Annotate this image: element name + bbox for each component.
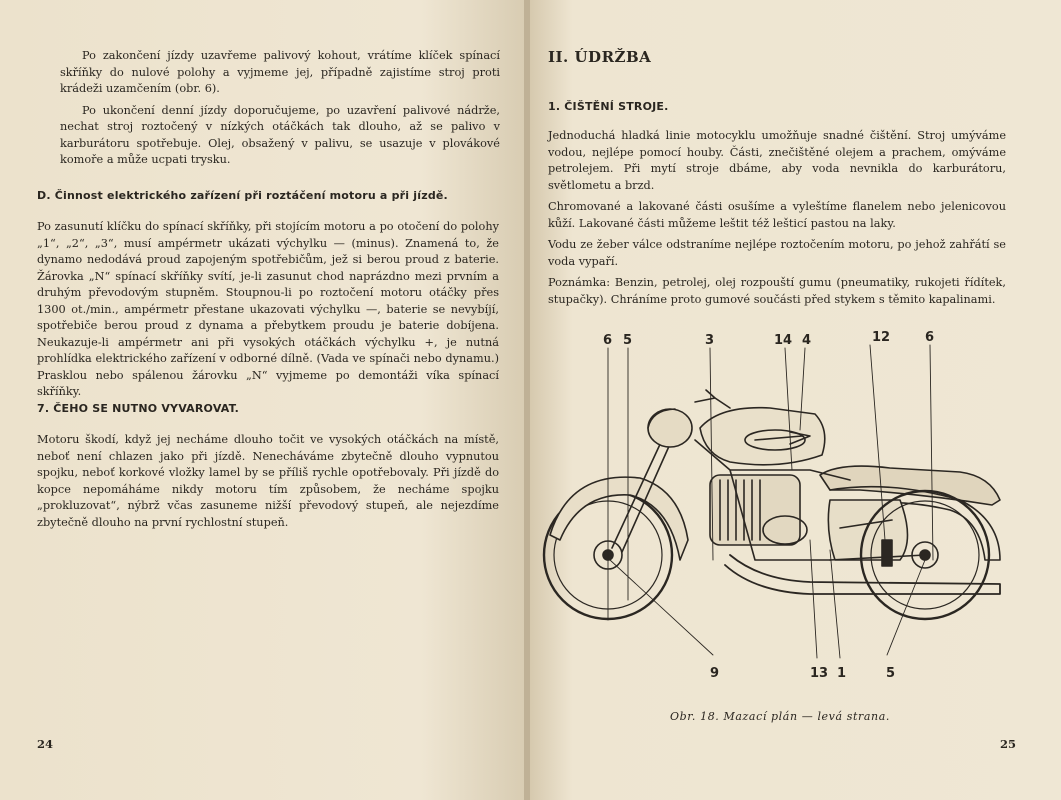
section-7-text (37, 432, 499, 536)
section-1-heading: 1. ČIŠTĚNÍ STROJE. (548, 100, 669, 113)
paragraph: Po zasunutí klíčku do spínací skříňky, při stojícím motoru a po otočení do polohy „1“, „2“, „3“, musí ampérmetr ukázati výchylku — (minus). Znamená to, že dynamo nedodává proud zapojeným spotřebičům, jež si berou proud z baterie. Žárovka „N“ spínací skříňky svítí, je-li zasunut chod naprázdno mezi prvním a druhým převodovým stupněm. Stoupnou-li po roztočení motoru otáčky přes 1300 ot./min., ampérmetr přestane ukazovati výchylku —, baterie se nevybíjí, spotřebiče berou proud z dynama a přebytkem proudu je baterie dobíjena. Neukazuje-li ampérmetr ani při vysokých otáčkách výchylku +, je nutná prohlídka elektrického zařízení v odborné dílně. (Vada ve spínači nebo dynamu.) Prasklou nebo spálenou žárovku „N“ vyjmeme po demontáži víka spínací skříňky. (37, 220, 499, 398)
page-number-left: 24 (37, 737, 54, 751)
right-page (530, 0, 1061, 800)
section-7-heading: 7. ČEHO SE NUTNO VYVAROVAT. (37, 402, 240, 415)
page-number-right: 25 (1000, 737, 1017, 751)
paragraph: Po ukončení denní jízdy doporučujeme, po uzavření palivové nádrže, nechat stroj roztočený v nízkých otáčkách tak dlouho, až se palivo v karburátoru spotřebuje. Olej, obsažený v palivu, se usazuje v plovákové komoře a může ucpati trysku. (60, 103, 500, 166)
paragraph: Jednoduchá hladká linie motocyklu umožňuje snadné čištění. Stroj umýváme vodou, nejlépe pomocí houby. Části, znečištěné olejem a prachem, omýváme petrolejem. Při mytí stroje dbáme, aby voda nevnikla do karburátoru, světlometu a brzd. (548, 129, 1006, 192)
callout-label: 13 (810, 666, 829, 681)
paragraph: Chromované a lakované části osušíme a vyleštíme flanelem nebo jelenicovou kůží. Lakované části můžeme leštit též lešticí pastou na laky. (548, 200, 1006, 230)
callout-label: 3 (705, 333, 715, 348)
section-d-heading: D. Činnost elektrického zařízení při roztáčení motoru a při jízdě. (37, 189, 448, 202)
paragraph: Poznámka: Benzin, petrolej, olej rozpouští gumu (pneumatiky, rukojeti řídítek, stupačky). Chráníme proto gumové součásti před stykem s těmito kapalinami. (548, 276, 1006, 306)
callout-label: 5 (886, 666, 896, 681)
callout-label: 1 (837, 666, 847, 681)
section-d-text (37, 219, 499, 406)
callout-label: 6 (925, 330, 935, 345)
intro-text-block (60, 48, 500, 174)
left-page (0, 0, 526, 800)
callout-label: 14 (774, 333, 793, 348)
paragraph: Motoru škodí, když jej necháme dlouho točit ve vysokých otáčkách na místě, neboť není chlazen jako při jízdě. Nenecháváme zbytečně dlouho vypnutou spojku, neboť korkové vložky lamel by se příliš rychle opotřebovaly. Při jízdě do kopce nepomáháme nikdy motoru tím způsobem, že necháme spojku „prokluzovat“, nýbrž včas zasuneme nižší převodový stupeň, ale nejezdíme zbytečně dlouho na první rychlostní stupeň. (37, 433, 499, 529)
callout-label: 6 (603, 333, 613, 348)
paragraph: Po zakončení jízdy uzavřeme palivový kohout, vrátíme klíček spínací skříňky do nulové polohy a vyjmeme jej, případně zajistíme stroj proti krádeži uzamčením (obr. 6). (60, 49, 500, 95)
paragraph: Vodu ze žeber válce odstraníme nejlépe roztočením motoru, po jehož zahřátí se voda vypaří. (548, 238, 1006, 268)
chapter-title: II. ÚDRŽBA (548, 48, 652, 66)
callout-label: 9 (710, 666, 720, 681)
callout-label: 5 (623, 333, 633, 348)
callout-label: 4 (802, 333, 812, 348)
callout-label: 12 (872, 330, 891, 345)
figure-caption: Obr. 18. Mazací plán — levá strana. (670, 710, 890, 723)
motorcycle-illustration (530, 0, 1061, 800)
